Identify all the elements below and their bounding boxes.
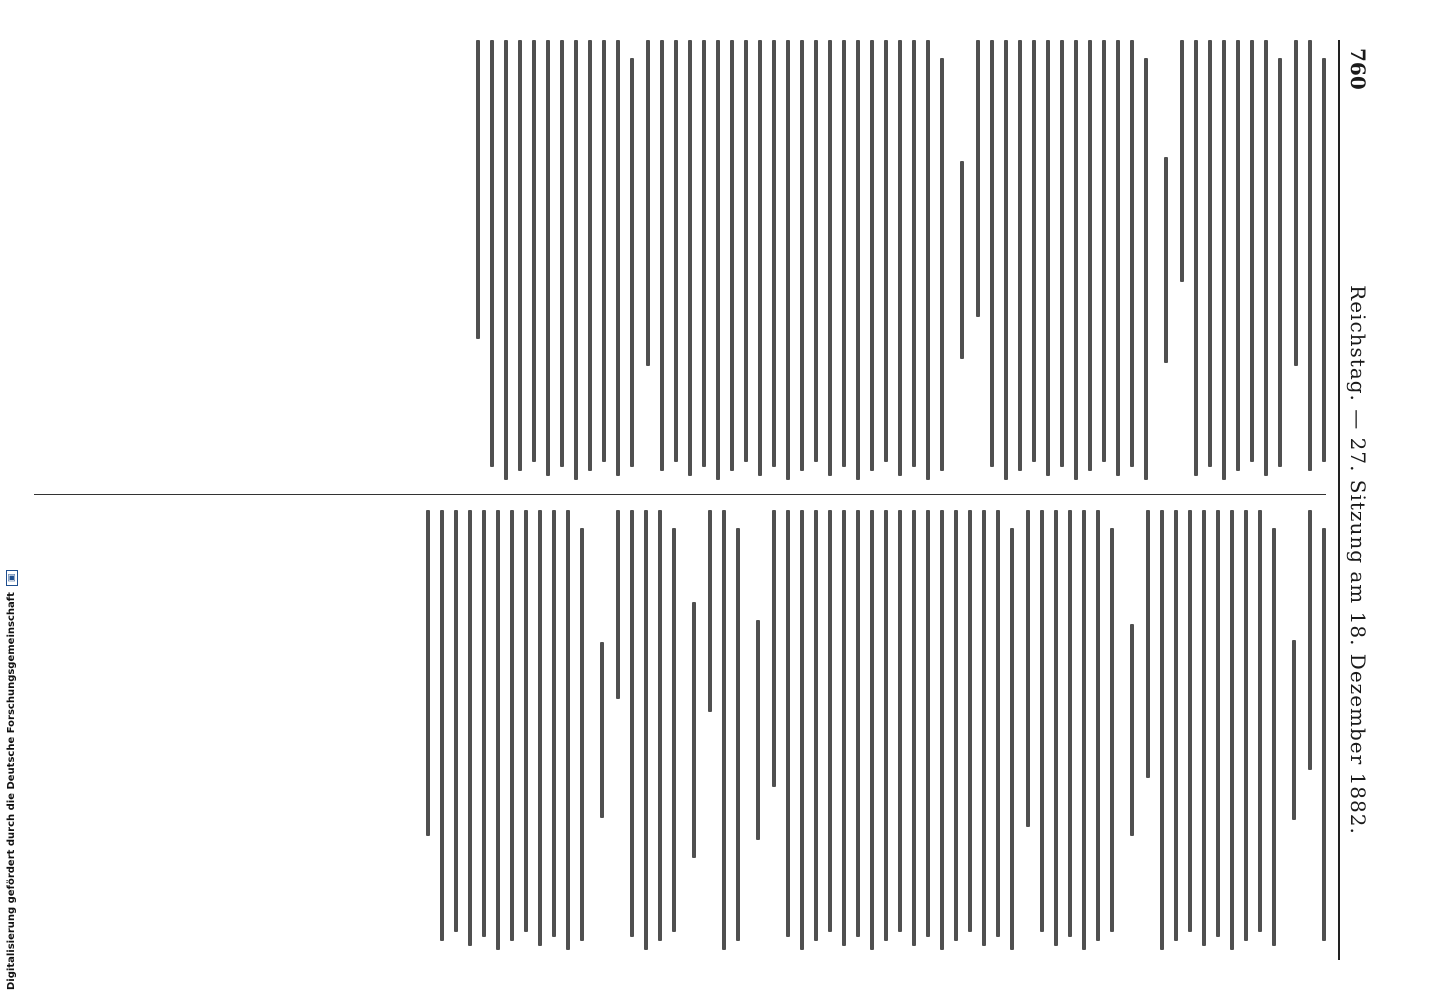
text-line [856,510,860,937]
text-line [912,40,916,467]
text-line [454,510,458,932]
text-line [1188,510,1192,932]
text-line [1292,640,1296,820]
text-line [1272,528,1276,946]
text-line [660,40,664,471]
paragraph-block [426,510,584,950]
text-line [1216,510,1220,937]
text-line [1068,510,1072,937]
text-line [616,510,620,699]
paragraph-block [1294,40,1326,480]
paragraph-block [1146,510,1276,950]
text-line [482,510,486,937]
text-line [716,40,720,480]
text-line [1202,510,1206,946]
paragraph-block [646,40,944,480]
text-line [1180,40,1184,282]
text-line [1236,40,1240,471]
section-heading-block [1164,40,1168,480]
page-header [1338,40,1374,960]
text-line [968,510,972,932]
text-line [758,40,762,476]
text-line [476,40,480,339]
text-line [1322,58,1326,463]
text-line [588,40,592,471]
section-heading-block [600,510,604,950]
paragraph-block [476,40,634,480]
text-line [600,642,604,818]
text-line [688,40,692,476]
text-line [630,58,634,467]
text-line [646,40,650,366]
text-line [552,510,556,937]
text-line [658,510,662,941]
text-line [1130,40,1134,467]
text-line [814,40,818,462]
text-line [1244,510,1248,941]
text-line [1230,510,1234,950]
text-line [1222,40,1226,480]
text-line [912,510,916,946]
text-line [828,40,832,476]
text-line [772,510,776,787]
text-line [1074,40,1078,480]
text-line [702,40,706,467]
text-line [1294,40,1298,366]
text-line [490,40,494,467]
text-line [744,40,748,462]
section-heading-block [692,510,696,950]
text-line [786,510,790,937]
text-line [1174,510,1178,941]
text-line [786,40,790,480]
paragraph-block [976,40,1148,480]
text-line [730,40,734,471]
dfg-logo-icon: ▣ [6,570,18,587]
text-line [1144,58,1148,480]
section-heading-block [1292,510,1296,950]
text-line [560,40,564,467]
text-line [1322,528,1326,942]
text-line [518,40,522,471]
text-line [1026,510,1030,827]
paragraph-block [1308,510,1326,950]
paragraph-block [708,510,740,950]
text-line [1004,40,1008,480]
text-line [1102,40,1106,462]
text-line [884,510,888,941]
text-line [842,510,846,946]
text-line [982,510,986,946]
text-line [1082,510,1086,950]
text-line [898,40,902,476]
text-line [926,510,930,937]
text-line [870,510,874,950]
text-line [1258,510,1262,932]
paragraph-block [1026,510,1114,950]
text-line [940,58,944,472]
text-line [1308,40,1312,471]
text-line [990,40,994,467]
paragraph-block [616,510,676,950]
text-line [602,40,606,462]
text-line [708,510,712,712]
text-line [1194,40,1198,476]
text-line [532,40,536,462]
text-line [644,510,648,950]
text-line [800,40,804,471]
page-number: 760 [1346,48,1370,90]
text-line [616,40,620,476]
text-line [1164,157,1168,364]
text-line [898,510,902,932]
section-heading-block [960,40,964,480]
text-line [1208,40,1212,467]
text-line [524,510,528,932]
text-line [940,510,944,950]
text-line [736,528,740,942]
column-right [34,510,1326,950]
text-line [1308,510,1312,770]
text-line [1032,40,1036,462]
text-line [692,602,696,857]
text-line [672,528,676,933]
digitization-credit-text: Digitalisierung gefördert durch die Deutsche Forschungsgemeinschaft [6,592,17,990]
newspaper-page [24,40,1374,960]
text-line [926,40,930,480]
text-line [1060,40,1064,467]
text-line [756,620,760,840]
text-line [1054,510,1058,946]
text-line [546,40,550,476]
text-line [1040,510,1044,932]
text-line [1278,58,1282,467]
running-head: Reichstag. — 27. Sitzung am 18. Dezember 1882. [1346,285,1370,835]
text-line [976,40,980,317]
text-line [1130,624,1134,835]
text-line [884,40,888,462]
text-line [954,510,958,941]
paragraph-block [1180,40,1282,480]
text-line [870,40,874,471]
text-line [1264,40,1268,476]
text-line [800,510,804,950]
text-line [1088,40,1092,471]
text-line [996,510,1000,937]
text-line [722,510,726,950]
text-line [828,510,832,932]
text-line [1018,40,1022,471]
text-line [426,510,430,836]
text-line [574,40,578,480]
text-line [1146,510,1150,778]
text-line [1116,40,1120,476]
text-line [1110,528,1114,933]
text-line [538,510,542,946]
text-line [1160,510,1164,950]
section-heading-block [756,510,760,950]
text-line [674,40,678,462]
text-line [772,40,776,467]
text-line [1010,528,1014,950]
text-line [960,161,964,359]
text-line [504,40,508,480]
text-line [842,40,846,467]
text-line [468,510,472,946]
text-line [1250,40,1254,462]
text-line [814,510,818,941]
section-heading-block [1130,510,1134,950]
text-line [1046,40,1050,476]
column-left [34,40,1326,480]
text-line [630,510,634,937]
text-line [510,510,514,941]
text-line [856,40,860,480]
text-line [440,510,444,941]
text-line [496,510,500,950]
text-line [566,510,570,950]
paragraph-block [772,510,1014,950]
column-divider [34,494,1326,495]
text-line [1096,510,1100,941]
text-line [580,528,584,942]
